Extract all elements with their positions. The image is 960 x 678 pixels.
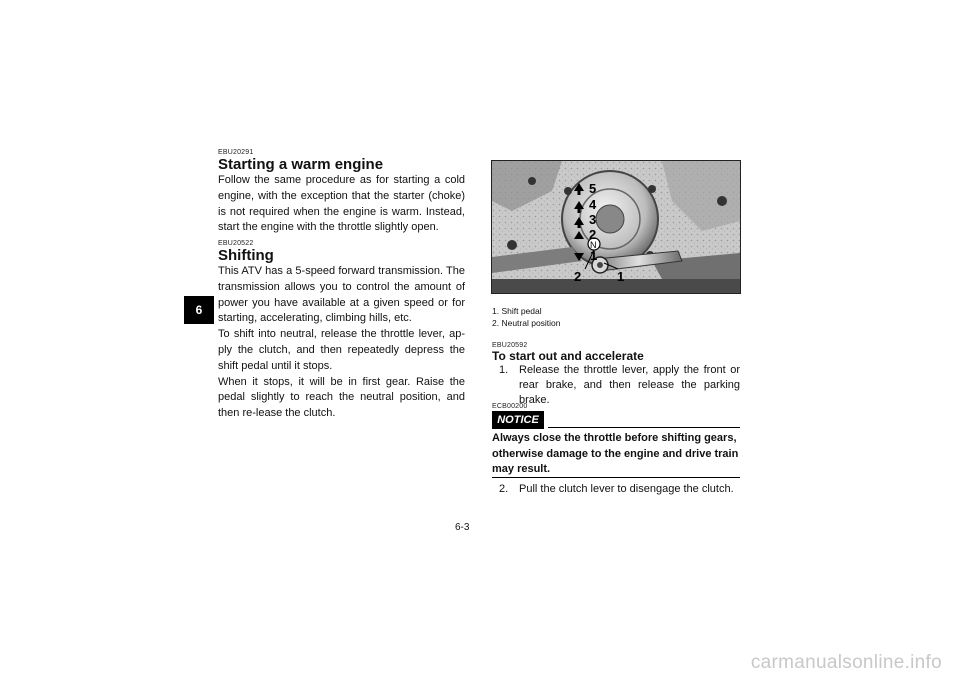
step-2	[499, 482, 740, 497]
step-1-number: 1.	[499, 364, 509, 376]
watermark: carmanualsonline.info	[750, 652, 942, 673]
chapter-tab: 6	[184, 296, 214, 324]
notice-badge: NOTICE	[492, 411, 544, 429]
step-1	[499, 363, 740, 409]
gear-label-3: 3	[589, 212, 597, 227]
page-number: 6-3	[455, 522, 470, 533]
step-2-text: Pull the clutch lever to disengage the clutch.	[519, 483, 734, 495]
warm-engine-paragraph: Follow the same procedure as for starting a cold engine, with the exception that the starter (choke) is not required when the engine is warm. Instead, start the engine with the throttle slightly open.	[218, 174, 465, 234]
gear-label-1: 1	[590, 248, 598, 263]
heading-start-accelerate: To start out and accelerate	[492, 349, 644, 363]
gear-label-4: 4	[589, 197, 597, 212]
shift-pedal-illustration	[492, 161, 740, 293]
notice-header	[492, 411, 740, 431]
notice-rule-bottom	[492, 477, 740, 478]
notice-code: ECB00200	[492, 403, 528, 410]
shifting-paragraph-2: To shift into neutral, release the throttle lever, ap-ply the clutch, and then repeatedly depress the shift pedal until it stops.	[218, 328, 465, 372]
shifting-paragraph-1: This ATV has a 5-speed forward transmission. The transmission allows you to control the amount of power you have available at a given speed or for starting, accelerating, climbing hills, etc.	[218, 265, 465, 325]
gear-label-5: 5	[589, 181, 597, 196]
callout-1: 1	[617, 269, 625, 284]
shifting-paragraph-3: When it stops, it will be in first gear. Raise the pedal slightly to reach the neutral position, and then re-lease the clutch.	[218, 375, 465, 420]
notice-text: Always close the throttle before shifting gears, otherwise damage to the engine and drive train may result.	[492, 432, 739, 475]
callout-2: 2	[574, 269, 582, 284]
step-2-number: 2.	[499, 483, 509, 495]
gear-label-2: 2	[589, 227, 597, 242]
figure-caption-2: 2. Neutral position	[492, 318, 561, 328]
shifting-text	[218, 264, 465, 422]
gear-label-neutral: N	[590, 240, 597, 250]
section-code-warm: EBU20291	[218, 149, 254, 156]
notice-rule-top	[548, 427, 740, 428]
heading-shifting: Shifting	[218, 247, 274, 264]
step-1-text: Release the throttle lever, apply the front or rear brake, and then release the parking brake.	[519, 364, 740, 407]
figure-caption-1: 1. Shift pedal	[492, 306, 542, 316]
section-code-start: EBU20592	[492, 342, 528, 349]
shift-pedal-figure	[491, 160, 741, 294]
heading-warm-engine: Starting a warm engine	[218, 156, 384, 173]
section-code-shifting: EBU20522	[218, 240, 254, 247]
warm-engine-text	[218, 173, 465, 236]
